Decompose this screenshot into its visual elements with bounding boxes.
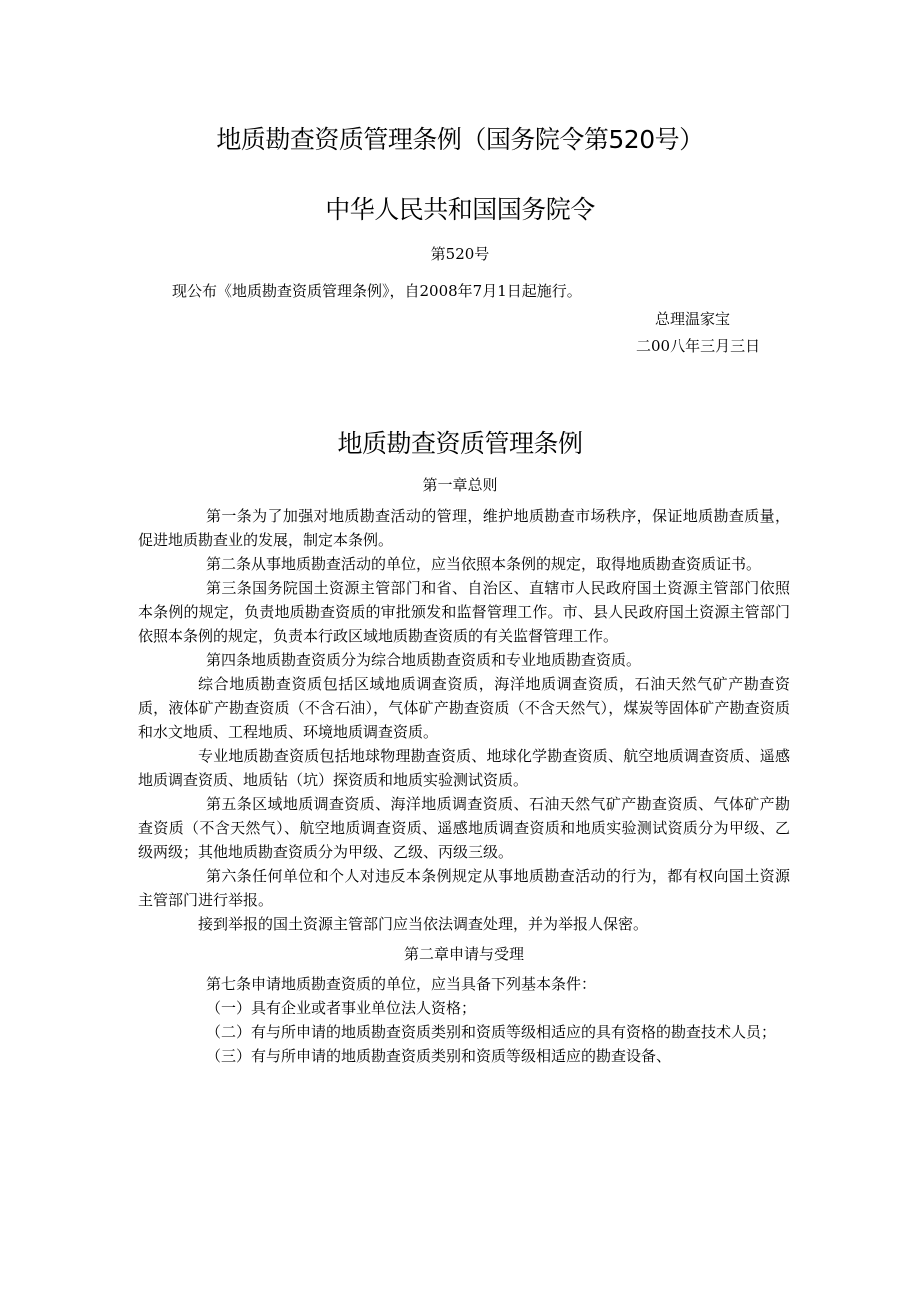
article-7: 第七条申请地质勘查资质的单位，应当具备下列基本条件：	[206, 975, 597, 993]
decree-heading: 中华人民共和国国务院令	[325, 195, 595, 224]
article-6-reporting: 接到举报的国土资源主管部门应当依法调查处理，并为举报人保密。	[198, 915, 649, 933]
article-4-comprehensive: 综合地质勘查资质包括区域地质调查资质，海洋地质调查资质，石油天然气矿产勘查资质，液体矿产勘查资质（不含石油），气体矿产勘查资质（不含天然气），煤炭等固体矿产勘查资质和水文地质、工程地质、环境地质调查资质。	[138, 675, 790, 741]
promulgation-text: 现公布《地质勘查资质管理条例》，自2008年7月1日起施行。	[172, 282, 582, 300]
signatory: 总理温家宝	[655, 310, 731, 328]
article-5: 第五条区域地质调查资质、海洋地质调查资质、石油天然气矿产勘查资质、气体矿产勘查资质（不含天然气）、航空地质调查资质、遥感地质调查资质和地质实验测试资质分为甲级、乙级两级；其他地质勘查资质分为甲级、乙级、丙级三级。	[138, 795, 790, 861]
article-3: 第三条国务院国土资源主管部门和省、自治区、直辖市人民政府国土资源主管部门依照本条例的规定，负责地质勘查资质的审批颁发和监督管理工作。市、县人民政府国土资源主管部门依照本条例的规定，负责本行政区域地质勘查资质的有关监督管理工作。	[138, 579, 790, 645]
article-7-item-1: （一）具有企业或者事业单位法人资格；	[206, 999, 477, 1017]
decree-number: 第520号	[430, 245, 490, 263]
article-2: 第二条从事地质勘查活动的单位，应当依照本条例的规定，取得地质勘查资质证书。	[206, 555, 762, 573]
regulation-title: 地质勘查资质管理条例	[337, 429, 583, 458]
article-7-item-2: （二）有与所申请的地质勘查资质类别和资质等级相适应的具有资格的勘查技术人员；	[206, 1023, 777, 1041]
document-title: 地质勘查资质管理条例（国务院令第520号）	[216, 125, 704, 154]
chapter-heading-1: 第一章总则	[422, 476, 498, 494]
article-6: 第六条任何单位和个人对违反本条例规定从事地质勘查活动的行为，都有权向国土资源主管部门进行举报。	[138, 867, 790, 909]
article-4: 第四条地质勘查资质分为综合地质勘查资质和专业地质勘查资质。	[206, 651, 642, 669]
chapter-heading-2: 第二章申请与受理	[403, 945, 524, 963]
article-7-item-3: （三）有与所申请的地质勘查资质类别和资质等级相适应的勘查设备、	[206, 1047, 672, 1065]
document-body	[138, 504, 790, 1068]
article-1: 第一条为了加强对地质勘查活动的管理，维护地质勘查市场秩序，保证地质勘查质量，促进地质勘查业的发展，制定本条例。	[138, 507, 790, 549]
article-4-specialized: 专业地质勘查资质包括地球物理勘查资质、地球化学勘查资质、航空地质调查资质、遥感地质调查资质、地质钻（坑）探资质和地质实验测试资质。	[138, 747, 790, 789]
decree-date: 二00八年三月三日	[636, 337, 761, 355]
